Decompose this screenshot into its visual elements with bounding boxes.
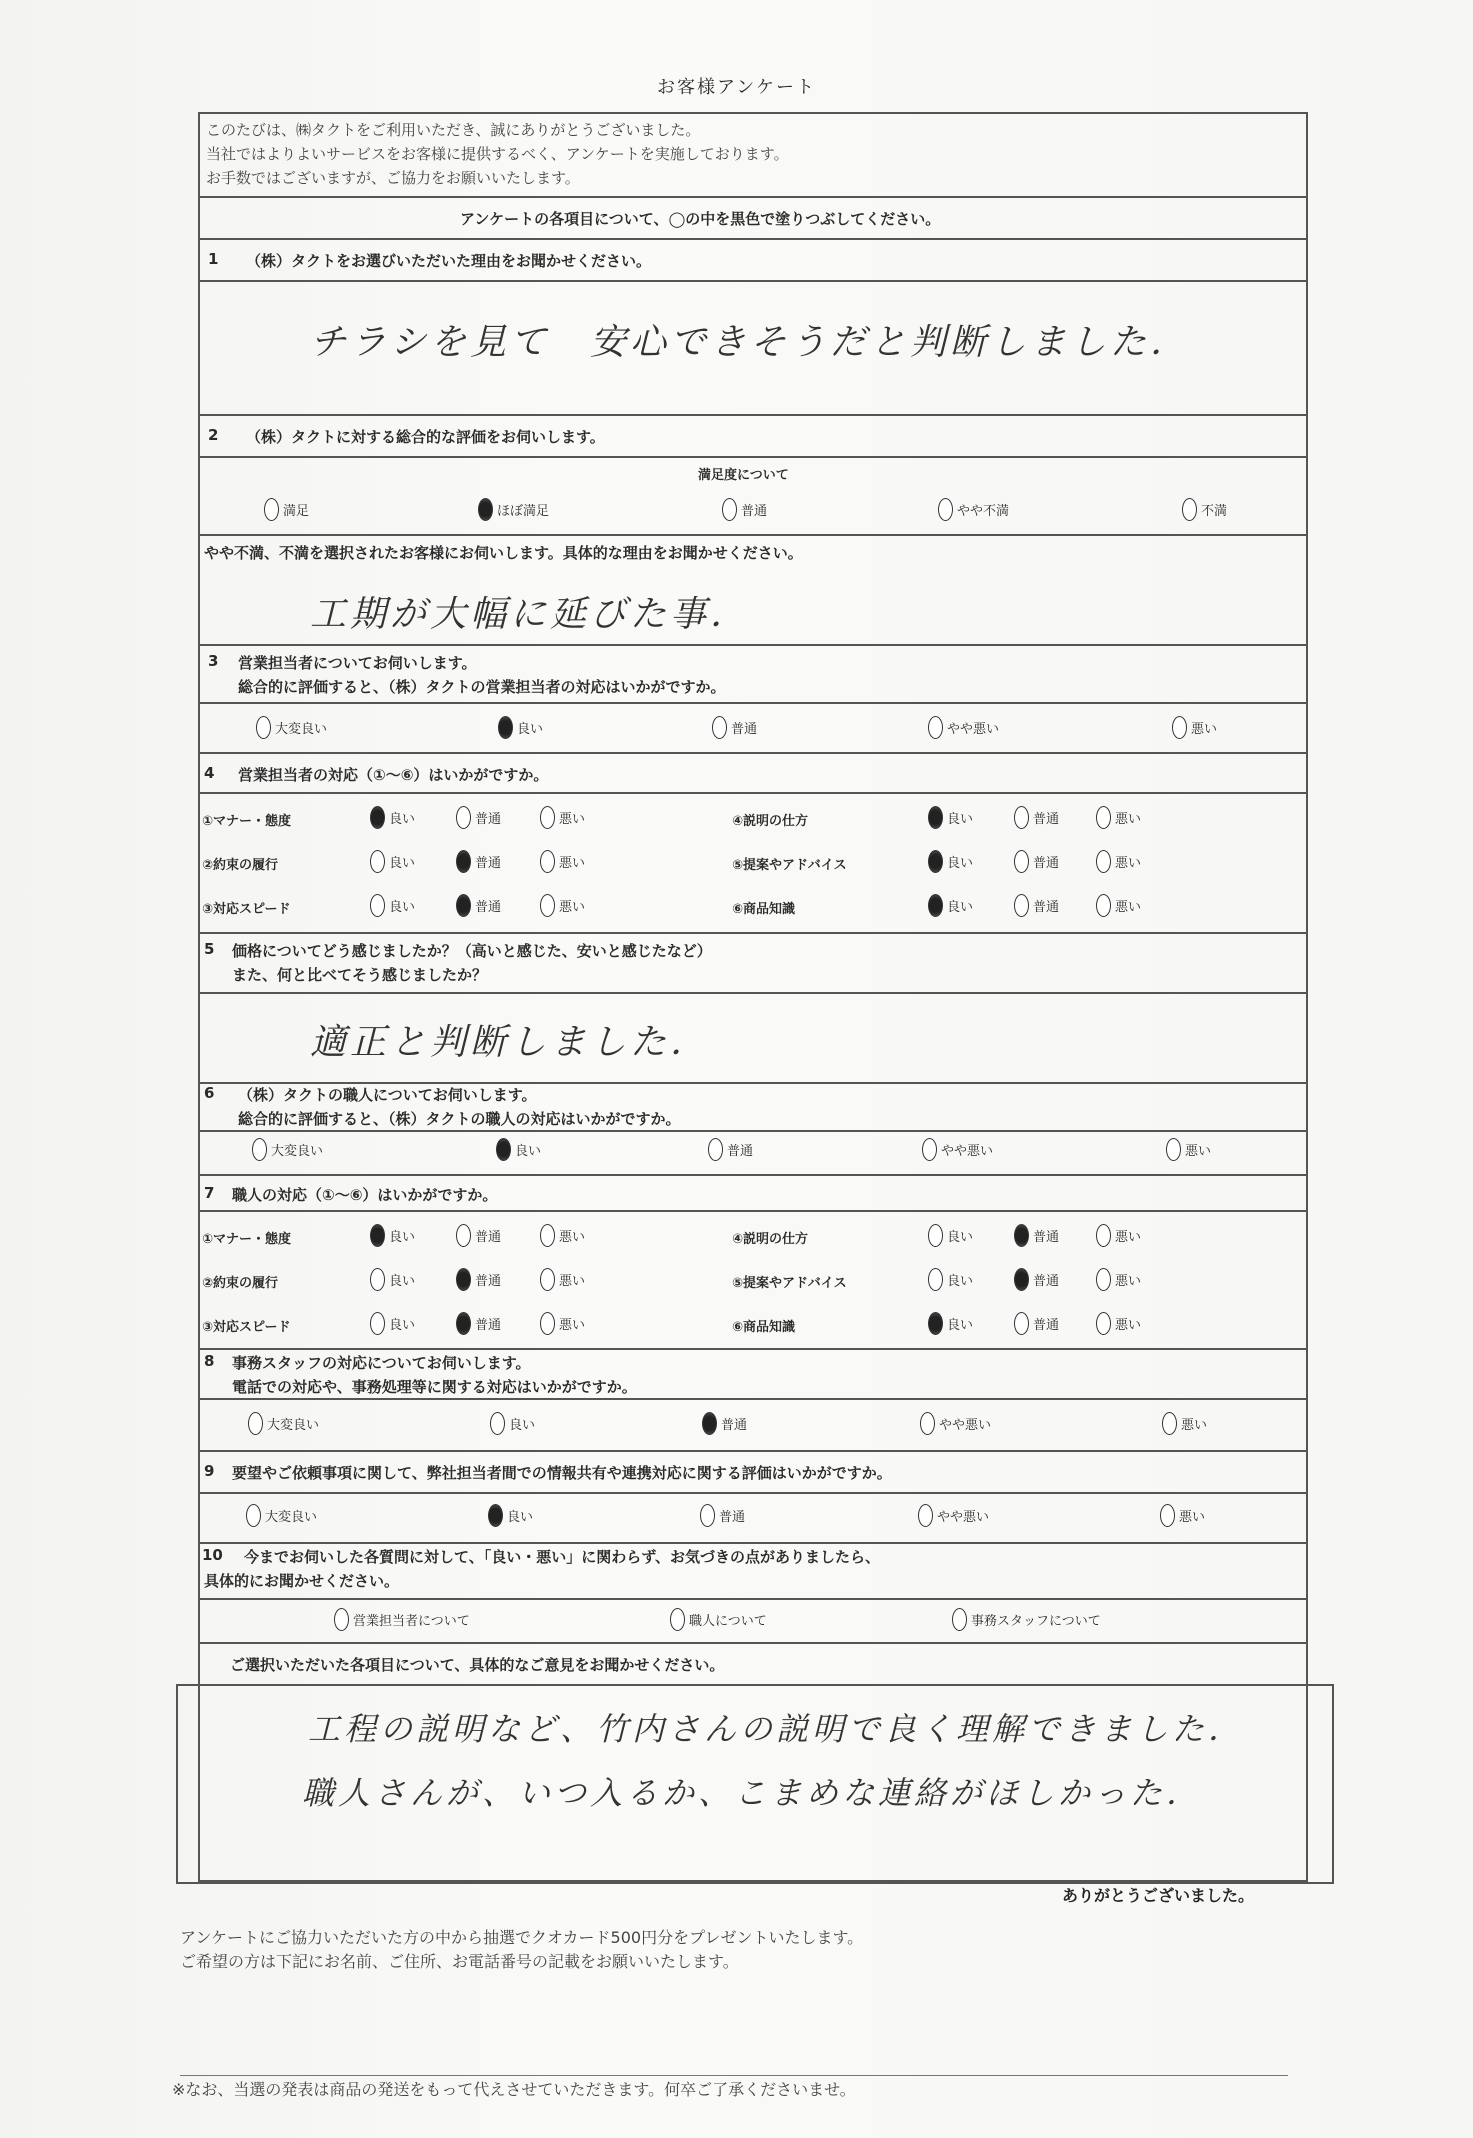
q4-item-label: ②約束の履行 bbox=[202, 858, 279, 873]
q10-number: 10 bbox=[202, 1546, 223, 1564]
q4-item-option[interactable] bbox=[540, 894, 585, 917]
radio-circle-icon[interactable] bbox=[1096, 894, 1111, 917]
q8-option[interactable] bbox=[920, 1412, 991, 1435]
option-label: 悪い bbox=[1115, 1318, 1142, 1333]
q7-item-option[interactable] bbox=[928, 1224, 973, 1247]
option-label: 大変良い bbox=[271, 1144, 324, 1159]
q8-option[interactable] bbox=[702, 1412, 747, 1435]
option-label: 良い bbox=[389, 1274, 416, 1289]
option-label: 普通 bbox=[721, 1418, 748, 1433]
radio-circle-icon[interactable] bbox=[498, 716, 513, 739]
q4-item-option[interactable] bbox=[1096, 894, 1141, 917]
q5-question-line2: また、何と比べてそう感じましたか？ bbox=[232, 966, 488, 984]
footer-note: ※なお、当選の発表は商品の発送をもって代えさせていただきます。何卒ご了承くださいませ。 bbox=[172, 2080, 856, 2099]
radio-circle-icon[interactable] bbox=[938, 498, 953, 521]
q7-item-option[interactable] bbox=[456, 1224, 501, 1247]
q4-item-option[interactable] bbox=[370, 806, 415, 829]
q2-option[interactable] bbox=[1182, 498, 1227, 521]
q4-item-option[interactable] bbox=[456, 806, 501, 829]
q10-followup-header bbox=[200, 1644, 1306, 1684]
option-label: 普通 bbox=[731, 722, 758, 737]
q4-grid bbox=[200, 794, 1306, 934]
option-label: 悪い bbox=[559, 812, 586, 827]
thanks-text: ありがとうございました。 bbox=[1062, 1886, 1255, 1905]
option-label: 普通 bbox=[1033, 900, 1060, 915]
radio-circle-icon[interactable] bbox=[708, 1138, 723, 1161]
radio-circle-icon[interactable] bbox=[1166, 1138, 1181, 1161]
radio-circle-icon[interactable] bbox=[922, 1138, 937, 1161]
option-label: ほぼ満足 bbox=[497, 504, 550, 519]
radio-circle-icon[interactable] bbox=[248, 1412, 263, 1435]
option-label: 良い bbox=[947, 1230, 974, 1245]
radio-circle-icon[interactable] bbox=[920, 1412, 935, 1435]
radio-circle-icon[interactable] bbox=[1172, 716, 1187, 739]
option-label: 普通 bbox=[475, 1318, 502, 1333]
option-label: 普通 bbox=[475, 812, 502, 827]
radio-circle-icon[interactable] bbox=[1014, 850, 1029, 873]
radio-circle-icon[interactable] bbox=[712, 716, 727, 739]
contact-line bbox=[180, 2075, 1288, 2076]
footer-line2: ご希望の方は下記にお名前、ご住所、お電話番号の記載をお願いいたします。 bbox=[180, 1952, 739, 1971]
option-label: 良い bbox=[509, 1418, 536, 1433]
radio-circle-icon[interactable] bbox=[1162, 1412, 1177, 1435]
radio-circle-icon[interactable] bbox=[1014, 894, 1029, 917]
q4-item-option[interactable] bbox=[928, 806, 973, 829]
option-label: 悪い bbox=[559, 856, 586, 871]
option-label: やや不満 bbox=[957, 504, 1010, 519]
q2-number: 2 bbox=[208, 426, 219, 444]
q2-subheader: 満足度について bbox=[698, 468, 789, 483]
q10-handwritten-answer-line2: 職人さんが、いつ入るか、こまめな連絡がほしかった． bbox=[302, 1774, 1203, 1812]
radio-circle-icon[interactable] bbox=[370, 1224, 385, 1247]
radio-circle-icon[interactable] bbox=[540, 1224, 555, 1247]
q7-item-option[interactable] bbox=[1014, 1268, 1059, 1291]
q10-followup-text: ご選択いただいた各項目について、具体的なご意見をお聞かせください。 bbox=[230, 1656, 725, 1674]
option-label: 普通 bbox=[719, 1510, 746, 1525]
radio-circle-icon[interactable] bbox=[456, 1224, 471, 1247]
q7-item-label: ②約束の履行 bbox=[202, 1276, 279, 1291]
radio-circle-icon[interactable] bbox=[1096, 806, 1111, 829]
q6-option[interactable] bbox=[922, 1138, 993, 1161]
radio-circle-icon[interactable] bbox=[456, 1268, 471, 1291]
q2-followup-box[interactable] bbox=[200, 536, 1306, 646]
q7-question: 職人の対応（①〜⑥）はいかがですか。 bbox=[232, 1186, 498, 1204]
q5-answer-box[interactable] bbox=[200, 994, 1306, 1084]
intro-section bbox=[200, 114, 1306, 198]
option-label: 職人について bbox=[689, 1614, 767, 1629]
q4-item-option[interactable] bbox=[456, 894, 501, 917]
radio-circle-icon[interactable] bbox=[540, 894, 555, 917]
q4-item-option[interactable] bbox=[1096, 850, 1141, 873]
radio-circle-icon[interactable] bbox=[1096, 850, 1111, 873]
q3-question-line1: 営業担当者についてお伺いします。 bbox=[238, 654, 477, 672]
radio-circle-icon[interactable] bbox=[1096, 1312, 1111, 1335]
option-label: 良い bbox=[947, 812, 974, 827]
q2-option[interactable] bbox=[938, 498, 1009, 521]
q4-item-option[interactable] bbox=[540, 806, 585, 829]
q7-item-label: ④説明の仕方 bbox=[732, 1232, 809, 1247]
q7-item-option[interactable] bbox=[370, 1268, 415, 1291]
q10-answer-box[interactable] bbox=[176, 1684, 1334, 1884]
q2-option[interactable] bbox=[722, 498, 767, 521]
q4-item-option[interactable] bbox=[928, 850, 973, 873]
q9-option[interactable] bbox=[246, 1504, 317, 1527]
radio-circle-icon[interactable] bbox=[1014, 1224, 1029, 1247]
q6-question-line2: 総合的に評価すると、（株）タクトの職人の対応はいかがですか。 bbox=[238, 1110, 681, 1128]
option-label: 悪い bbox=[1179, 1510, 1206, 1525]
q4-item-option[interactable] bbox=[1014, 894, 1059, 917]
radio-circle-icon[interactable] bbox=[334, 1608, 349, 1631]
option-label: 普通 bbox=[1033, 812, 1060, 827]
radio-circle-icon[interactable] bbox=[928, 1224, 943, 1247]
q6-question-line1: （株）タクトの職人についてお伺いします。 bbox=[238, 1086, 537, 1104]
radio-circle-icon[interactable] bbox=[1014, 1268, 1029, 1291]
q3-option[interactable] bbox=[928, 716, 999, 739]
q9-rating-row bbox=[200, 1494, 1306, 1544]
option-label: 不満 bbox=[1201, 504, 1228, 519]
q9-header bbox=[200, 1452, 1306, 1494]
q7-item-label: ⑥商品知識 bbox=[732, 1320, 796, 1335]
intro-line: 当社ではよりよいサービスをお客様に提供するべく、アンケートを実施しております。 bbox=[206, 145, 789, 163]
option-label: 良い bbox=[947, 1318, 974, 1333]
radio-circle-icon[interactable] bbox=[496, 1138, 511, 1161]
q7-item-label: ①マナー・態度 bbox=[202, 1232, 292, 1247]
radio-circle-icon[interactable] bbox=[928, 806, 943, 829]
option-label: 悪い bbox=[1115, 1274, 1142, 1289]
q7-item-option[interactable] bbox=[1014, 1312, 1059, 1335]
q2-header bbox=[200, 416, 1306, 458]
q9-option[interactable] bbox=[1160, 1504, 1205, 1527]
option-label: やや悪い bbox=[947, 722, 1000, 737]
radio-circle-icon[interactable] bbox=[246, 1504, 261, 1527]
q1-number: 1 bbox=[208, 250, 219, 268]
q10-category-row bbox=[200, 1600, 1306, 1644]
q3-rating-row bbox=[200, 704, 1306, 754]
radio-circle-icon[interactable] bbox=[540, 1268, 555, 1291]
survey-sheet bbox=[198, 112, 1308, 1882]
q4-item-option[interactable] bbox=[456, 850, 501, 873]
option-label: 良い bbox=[517, 722, 544, 737]
q4-item-option[interactable] bbox=[370, 850, 415, 873]
q6-option[interactable] bbox=[252, 1138, 323, 1161]
radio-circle-icon[interactable] bbox=[928, 894, 943, 917]
q3-header bbox=[200, 646, 1306, 704]
q10-question-line1: 今までお伺いした各質問に対して、「良い・悪い」に関わらず、お気づきの点がありましたら、 bbox=[244, 1548, 881, 1566]
q10-header bbox=[200, 1544, 1306, 1600]
q7-item-option[interactable] bbox=[456, 1312, 501, 1335]
radio-circle-icon[interactable] bbox=[540, 1312, 555, 1335]
q8-question-line2: 電話での対応や、事務処理等に関する対応はいかがですか。 bbox=[232, 1378, 637, 1396]
q2-option[interactable] bbox=[478, 498, 549, 521]
option-label: 普通 bbox=[1033, 1230, 1060, 1245]
q6-rating-row bbox=[200, 1132, 1306, 1176]
option-label: 大変良い bbox=[275, 722, 328, 737]
q8-option[interactable] bbox=[490, 1412, 535, 1435]
q10-category-option[interactable] bbox=[334, 1608, 470, 1631]
q7-item-option[interactable] bbox=[1096, 1312, 1141, 1335]
option-label: 悪い bbox=[559, 1318, 586, 1333]
q1-answer-box[interactable] bbox=[200, 282, 1306, 416]
option-label: 良い bbox=[947, 1274, 974, 1289]
q10-category-option[interactable] bbox=[670, 1608, 767, 1631]
option-label: 普通 bbox=[475, 1274, 502, 1289]
radio-circle-icon[interactable] bbox=[370, 894, 385, 917]
q4-item-option[interactable] bbox=[1096, 806, 1141, 829]
q8-option[interactable] bbox=[1162, 1412, 1207, 1435]
q2-question: （株）タクトに対する総合的な評価をお伺いします。 bbox=[246, 428, 605, 446]
radio-circle-icon[interactable] bbox=[702, 1412, 717, 1435]
q7-item-option[interactable] bbox=[1096, 1268, 1141, 1291]
option-label: 悪い bbox=[1191, 722, 1218, 737]
option-label: 悪い bbox=[1185, 1144, 1212, 1159]
radio-circle-icon[interactable] bbox=[1160, 1504, 1175, 1527]
q4-item-option[interactable] bbox=[540, 850, 585, 873]
radio-circle-icon[interactable] bbox=[928, 850, 943, 873]
radio-circle-icon[interactable] bbox=[456, 1312, 471, 1335]
q2-option[interactable] bbox=[264, 498, 309, 521]
q6-option[interactable] bbox=[708, 1138, 753, 1161]
option-label: 普通 bbox=[475, 1230, 502, 1245]
q7-item-label: ⑤提案やアドバイス bbox=[732, 1276, 847, 1291]
option-label: 良い bbox=[947, 900, 974, 915]
option-label: 悪い bbox=[1115, 900, 1142, 915]
instruction-text: アンケートの各項目について、◯の中を黒色で塗りつぶしてください。 bbox=[460, 210, 941, 228]
intro-line: このたびは、㈱タクトをご利用いただき、誠にありがとうございました。 bbox=[206, 121, 701, 139]
q7-item-label: ③対応スピード bbox=[202, 1320, 291, 1335]
q3-number: 3 bbox=[208, 652, 219, 670]
q2-handwritten-answer: 工期が大幅に延びた事． bbox=[310, 594, 751, 635]
radio-circle-icon[interactable] bbox=[370, 806, 385, 829]
q2-followup-text: やや不満、不満を選択されたお客様にお伺いします。具体的な理由をお聞かせください。 bbox=[204, 544, 803, 562]
option-label: 良い bbox=[389, 900, 416, 915]
radio-circle-icon[interactable] bbox=[670, 1608, 685, 1631]
q4-item-option[interactable] bbox=[1014, 850, 1059, 873]
radio-circle-icon[interactable] bbox=[540, 806, 555, 829]
option-label: 悪い bbox=[1115, 1230, 1142, 1245]
radio-circle-icon[interactable] bbox=[488, 1504, 503, 1527]
q8-option[interactable] bbox=[248, 1412, 319, 1435]
intro-line: お手数ではございますが、ご協力をお願いいたします。 bbox=[206, 169, 580, 187]
q7-item-option[interactable] bbox=[370, 1312, 415, 1335]
radio-circle-icon[interactable] bbox=[490, 1412, 505, 1435]
q2-rating-row bbox=[200, 458, 1306, 536]
option-label: 大変良い bbox=[267, 1418, 320, 1433]
footer-line1: アンケートにご協力いただいた方の中から抽選でクオカード500円分をプレゼントいたします。 bbox=[180, 1928, 864, 1947]
q8-question-line1: 事務スタッフの対応についてお伺いします。 bbox=[232, 1354, 531, 1372]
option-label: やや悪い bbox=[941, 1144, 994, 1159]
q6-option[interactable] bbox=[496, 1138, 541, 1161]
q6-number: 6 bbox=[204, 1084, 215, 1102]
q7-item-option[interactable] bbox=[1014, 1224, 1059, 1247]
q4-item-option[interactable] bbox=[1014, 806, 1059, 829]
option-label: 悪い bbox=[1181, 1418, 1208, 1433]
q4-item-option[interactable] bbox=[928, 894, 973, 917]
option-label: 悪い bbox=[1115, 856, 1142, 871]
q4-item-label: ⑥商品知識 bbox=[732, 902, 796, 917]
option-label: 事務スタッフについて bbox=[971, 1614, 1101, 1629]
radio-circle-icon[interactable] bbox=[370, 1312, 385, 1335]
q10-handwritten-answer-line1: 工程の説明など、竹内さんの説明で良く理解できました． bbox=[308, 1710, 1245, 1748]
option-label: 普通 bbox=[741, 504, 768, 519]
q6-header bbox=[200, 1084, 1306, 1132]
option-label: 良い bbox=[507, 1510, 534, 1525]
q3-option[interactable] bbox=[712, 716, 757, 739]
q9-option[interactable] bbox=[918, 1504, 989, 1527]
q1-question: （株）タクトをお選びいただいた理由をお聞かせください。 bbox=[246, 252, 652, 270]
radio-circle-icon[interactable] bbox=[918, 1504, 933, 1527]
radio-circle-icon[interactable] bbox=[928, 1268, 943, 1291]
option-label: 良い bbox=[389, 1318, 416, 1333]
option-label: 悪い bbox=[559, 900, 586, 915]
radio-circle-icon[interactable] bbox=[928, 716, 943, 739]
q7-item-option[interactable] bbox=[928, 1312, 973, 1335]
radio-circle-icon[interactable] bbox=[252, 1138, 267, 1161]
q7-header bbox=[200, 1176, 1306, 1212]
option-label: 良い bbox=[947, 856, 974, 871]
q3-question-line2: 総合的に評価すると、（株）タクトの営業担当者の対応はいかがですか。 bbox=[238, 678, 726, 696]
q1-header bbox=[200, 240, 1306, 282]
q7-item-option[interactable] bbox=[540, 1312, 585, 1335]
radio-circle-icon[interactable] bbox=[1014, 806, 1029, 829]
radio-circle-icon[interactable] bbox=[928, 1312, 943, 1335]
option-label: やや悪い bbox=[937, 1510, 990, 1525]
q7-grid bbox=[200, 1212, 1306, 1350]
q5-number: 5 bbox=[204, 940, 215, 958]
q7-item-option[interactable] bbox=[1096, 1224, 1141, 1247]
option-label: 悪い bbox=[1115, 812, 1142, 827]
q7-item-option[interactable] bbox=[370, 1224, 415, 1247]
option-label: 営業担当者について bbox=[353, 1614, 470, 1629]
q8-rating-row bbox=[200, 1400, 1306, 1452]
q8-header bbox=[200, 1350, 1306, 1400]
option-label: やや悪い bbox=[939, 1418, 992, 1433]
option-label: 良い bbox=[389, 1230, 416, 1245]
q6-option[interactable] bbox=[1166, 1138, 1211, 1161]
radio-circle-icon[interactable] bbox=[478, 498, 493, 521]
radio-circle-icon[interactable] bbox=[1096, 1268, 1111, 1291]
q4-item-label: ⑤提案やアドバイス bbox=[732, 858, 847, 873]
q7-item-option[interactable] bbox=[540, 1268, 585, 1291]
option-label: 良い bbox=[389, 856, 416, 871]
option-label: 普通 bbox=[475, 900, 502, 915]
q3-option[interactable] bbox=[1172, 716, 1217, 739]
option-label: 大変良い bbox=[265, 1510, 318, 1525]
option-label: 満足 bbox=[283, 504, 310, 519]
option-label: 普通 bbox=[1033, 1274, 1060, 1289]
q1-handwritten-answer: チラシを見て 安心できそうだと判断しました． bbox=[310, 322, 1191, 363]
radio-circle-icon[interactable] bbox=[456, 850, 471, 873]
option-label: 普通 bbox=[1033, 1318, 1060, 1333]
radio-circle-icon[interactable] bbox=[1182, 498, 1197, 521]
radio-circle-icon[interactable] bbox=[456, 894, 471, 917]
radio-circle-icon[interactable] bbox=[700, 1504, 715, 1527]
radio-circle-icon[interactable] bbox=[264, 498, 279, 521]
q8-number: 8 bbox=[204, 1352, 215, 1370]
q4-number: 4 bbox=[204, 764, 215, 782]
radio-circle-icon[interactable] bbox=[456, 806, 471, 829]
q4-header bbox=[200, 754, 1306, 794]
q4-question: 営業担当者の対応（①〜⑥）はいかがですか。 bbox=[238, 766, 549, 784]
radio-circle-icon[interactable] bbox=[370, 1268, 385, 1291]
q7-number: 7 bbox=[204, 1184, 215, 1202]
radio-circle-icon[interactable] bbox=[370, 850, 385, 873]
q3-option[interactable] bbox=[256, 716, 327, 739]
option-label: 普通 bbox=[475, 856, 502, 871]
option-label: 良い bbox=[389, 812, 416, 827]
radio-circle-icon[interactable] bbox=[540, 850, 555, 873]
q7-item-option[interactable] bbox=[456, 1268, 501, 1291]
q4-item-option[interactable] bbox=[370, 894, 415, 917]
radio-circle-icon[interactable] bbox=[952, 1608, 967, 1631]
q10-question-line2: 具体的にお聞かせください。 bbox=[204, 1572, 400, 1590]
radio-circle-icon[interactable] bbox=[722, 498, 737, 521]
q4-item-label: ④説明の仕方 bbox=[732, 814, 809, 829]
radio-circle-icon[interactable] bbox=[1014, 1312, 1029, 1335]
option-label: 普通 bbox=[1033, 856, 1060, 871]
option-label: 普通 bbox=[727, 1144, 754, 1159]
instruction-row bbox=[200, 198, 1306, 240]
option-label: 良い bbox=[515, 1144, 542, 1159]
q10-category-option[interactable] bbox=[952, 1608, 1101, 1631]
q5-handwritten-answer: 適正と判断しました． bbox=[310, 1022, 711, 1063]
q5-header bbox=[200, 934, 1306, 994]
q7-item-option[interactable] bbox=[928, 1268, 973, 1291]
q5-question-line1: 価格についてどう感じましたか？（高いと感じた、安いと感じたなど） bbox=[232, 942, 712, 960]
page-title: お客様アンケート bbox=[657, 77, 816, 98]
q9-option[interactable] bbox=[488, 1504, 533, 1527]
option-label: 悪い bbox=[559, 1230, 586, 1245]
q4-item-label: ①マナー・態度 bbox=[202, 814, 292, 829]
option-label: 悪い bbox=[559, 1274, 586, 1289]
q9-question: 要望やご依頼事項に関して、弊社担当者間での情報共有や連携対応に関する評価はいかがですか。 bbox=[232, 1464, 892, 1482]
q4-item-label: ③対応スピード bbox=[202, 902, 291, 917]
q7-item-option[interactable] bbox=[540, 1224, 585, 1247]
radio-circle-icon[interactable] bbox=[1096, 1224, 1111, 1247]
q9-number: 9 bbox=[204, 1462, 215, 1480]
q9-option[interactable] bbox=[700, 1504, 745, 1527]
radio-circle-icon[interactable] bbox=[256, 716, 271, 739]
q3-option[interactable] bbox=[498, 716, 543, 739]
